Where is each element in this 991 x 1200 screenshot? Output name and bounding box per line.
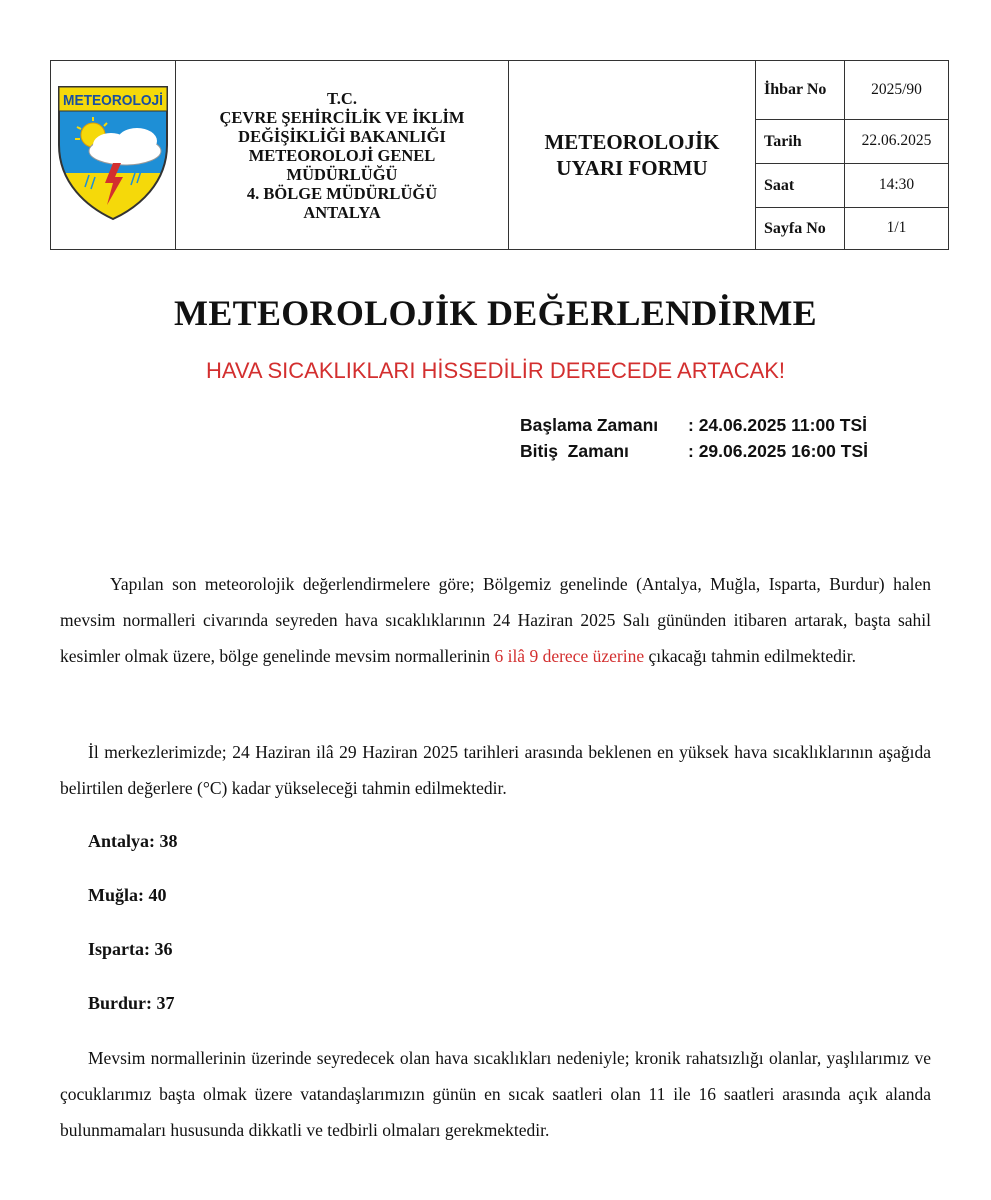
start-time-label: Başlama Zamanı [520,415,659,435]
org-line: ANTALYA [303,202,381,222]
meta-label-sayfa: Sayfa No [756,207,845,249]
paragraph-advice: Mevsim normallerinin üzerinde seyredecek olan hava sıcaklıkları nedeniyle; kronik rahatsızlığı olanlar, yaşlılarımız ve çocuklarımız başta olmak üzere vatandaşlarımızın günün en sıcak saatleri olan 11 ile 16 saatleri arasında açık alanda bulunmamaları hususunda dikkatli ve tedbirli olmaları gerekmektedir. [60,1048,931,1140]
paragraph-city-intro: İl merkezlerimizde; 24 Haziran ilâ 29 Haziran 2025 tarihleri arasında beklenen en yüksek hava sıcaklıklarının aşağıda belirtilen değerlere (°C) kadar yükseleceği tahmin edilmektedir. [60,742,931,798]
org-line: MÜDÜRLÜĞÜ [286,164,398,184]
meta-value-sayfa: 1/1 [886,219,907,237]
meteoroloji-logo [55,83,171,223]
header-table [50,60,949,250]
form-title [509,61,756,250]
logo-cell [51,61,176,250]
city-temp-mugla: Muğla: 40 [88,885,167,905]
city-temp-burdur: Burdur: 37 [88,993,175,1013]
city-temp-antalya: Antalya: 38 [88,831,178,851]
meta-value-tarih: 22.06.2025 [845,119,949,163]
meta-table [756,61,948,249]
meta-value-ihbar: 2025/90 [845,61,949,119]
org-line: T.C. [327,88,357,108]
org-line: DEĞİŞİKLİĞİ BAKANLIĞI [238,126,446,146]
meta-cell [756,61,949,250]
start-time-row [520,412,868,438]
temperature-anomaly-highlight: 6 ilâ 9 derece üzerine [494,646,645,666]
paragraph-forecast [60,566,931,674]
meta-label-ihbar: İhbar No [756,61,845,119]
end-time-label: Bitiş Zamanı [520,441,629,461]
end-time-value: : 29.06.2025 16:00 TSİ [688,441,868,461]
org-line: 4. BÖLGE MÜDÜRLÜĞÜ [246,183,438,203]
form-title-line: METEOROLOJİK [544,130,720,154]
meta-value-saat: 14:30 [845,163,949,207]
meta-label-saat: Saat [756,163,845,207]
paragraph-forecast-end: çıkacağı tahmin edilmektedir. [644,646,856,666]
city-temp-isparta: Isparta: 36 [88,939,173,959]
meta-label-tarih: Tarih [756,119,845,163]
form-title-line: UYARI FORMU [556,156,708,180]
alert-subtitle: HAVA SICAKLIKLARI HİSSEDİLİR DERECEDE ARTACAK! [205,358,786,383]
end-time-row [520,438,868,464]
org-line: METEOROLOJİ GENEL [248,145,436,165]
time-range [520,412,868,464]
organization-name [176,61,509,250]
logo-text: METEOROLOJİ [63,91,163,109]
page-title: METEOROLOJİK DEĞERLENDİRME [174,293,817,333]
org-line: ÇEVRE ŞEHİRCİLİK VE İKLİM [219,107,465,127]
paragraph-forecast-text: Yapılan son meteorolojik değerlendirmelere göre; Bölgemiz genelinde (Antalya, Muğla, Isparta, Burdur) halen mevsim normalleri civarında seyreden hava sıcaklıklarının 24 Haziran 2025 Salı gününden itibaren artarak, başta sahil kesimler olmak üzere, bölge genelinde mevsim normallerinin [60,574,931,666]
start-time-value: : 24.06.2025 11:00 TSİ [688,415,868,435]
